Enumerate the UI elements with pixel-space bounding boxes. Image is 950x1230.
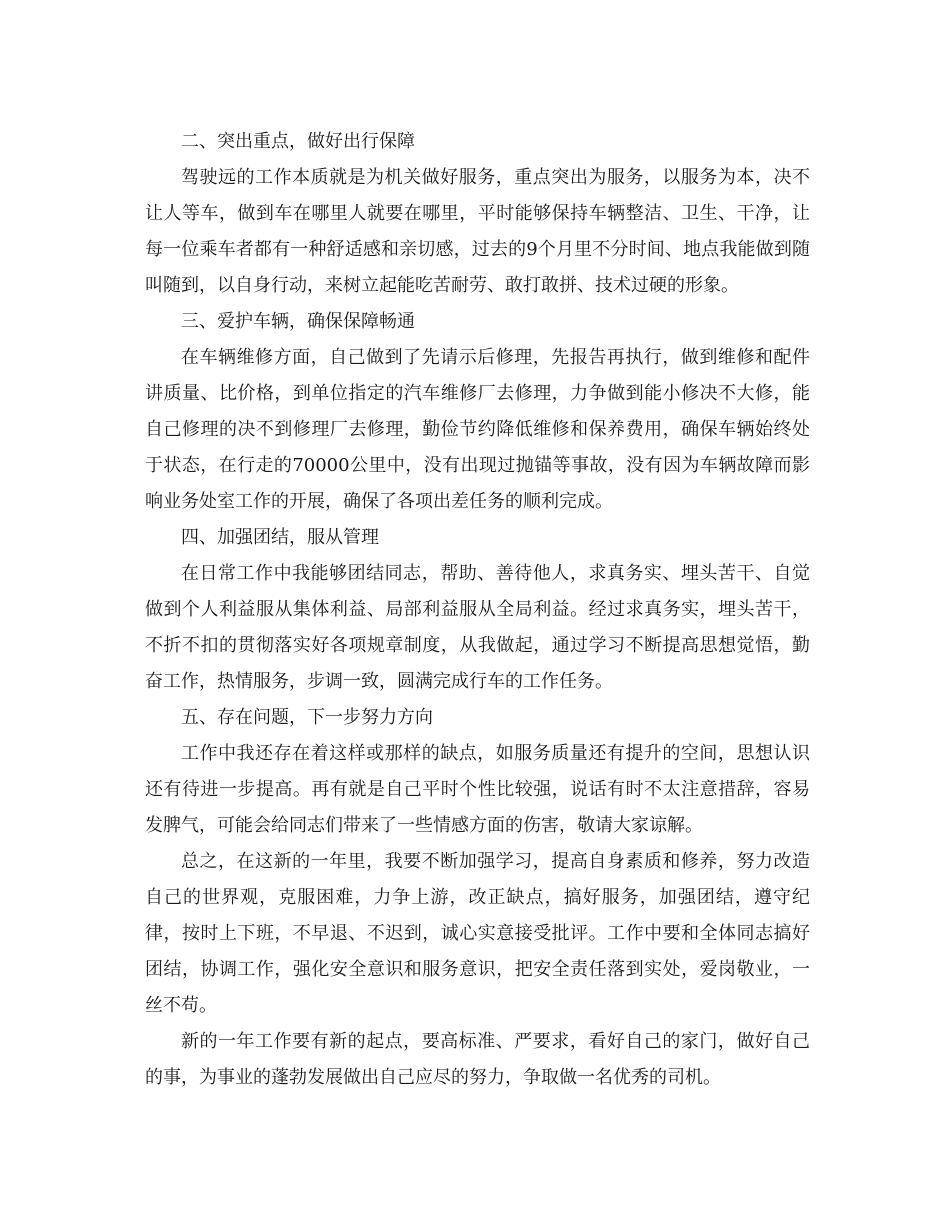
paragraph-problems: 工作中我还存在着这样或那样的缺点，如服务质量还有提升的空间，思想认识还有待进一步提高。再有就是自己平时个性比较强，说话有时不太注意措辞，容易发脾气，可能会给同志们带来了一些情感方面的伤害，敬请大家谅解。 xyxy=(145,743,810,836)
paragraph-service: 驾驶远的工作本质就是为机关做好服务，重点突出为服务，以服务为本，决不让人等车，做到车在哪里人就要在哪里，平时能够保持车辆整洁、卫生、干净，让每一位乘车者都有一种舒适感和亲切感，过去的9个月里不分时间、地点我能做到随叫随到，以自身行动，来树立起能吃苦耐劳、敢打敢拼、技术过硬的形象。 xyxy=(145,167,810,296)
document-page xyxy=(145,124,810,1096)
section-heading-4: 四、加强团结，服从管理 xyxy=(181,527,379,548)
section-heading-5: 五、存在问题，下一步努力方向 xyxy=(181,707,433,728)
paragraph-closing: 新的一年工作要有新的起点，要高标准、严要求，看好自己的家门，做好自己的事，为事业的蓬勃发展做出自己应尽的努力，争取做一名优秀的司机。 xyxy=(145,1031,810,1088)
paragraph-maintenance: 在车辆维修方面，自己做到了先请示后修理，先报告再执行，做到维修和配件讲质量、比价格，到单位指定的汽车维修厂去修理，力争做到能小修决不大修，能自己修理的决不到修理厂去修理，勤俭节约降低维修和保养费用，确保车辆始终处于状态，在行走的70000公里中，没有出现过抛锚等事故，没有因为车辆故障而影响业务处室工作的开展，确保了各项出差任务的顺利完成。 xyxy=(145,347,810,512)
paragraph-summary: 总之，在这新的一年里，我要不断加强学习，提高自身素质和修养，努力改造自己的世界观，克服困难，力争上游，改正缺点，搞好服务，加强团结，遵守纪律，按时上下班，不早退、不迟到，诚心实意接受批评。工作中要和全体同志搞好团结，协调工作，强化安全意识和服务意识，把安全责任落到实处，爱岗敬业，一丝不苟。 xyxy=(145,851,810,1016)
section-heading-3: 三、爱护车辆，确保保障畅通 xyxy=(181,311,415,332)
paragraph-unity: 在日常工作中我能够团结同志，帮助、善待他人，求真务实、埋头苦干、自觉做到个人利益服从集体利益、局部利益服从全局利益。经过求真务实，埋头苦干，不折不扣的贯彻落实好各项规章制度，从我做起，通过学习不断提高思想觉悟，勤奋工作，热情服务，步调一致，圆满完成行车的工作任务。 xyxy=(145,563,810,692)
section-heading-2: 二、突出重点，做好出行保障 xyxy=(181,131,415,152)
